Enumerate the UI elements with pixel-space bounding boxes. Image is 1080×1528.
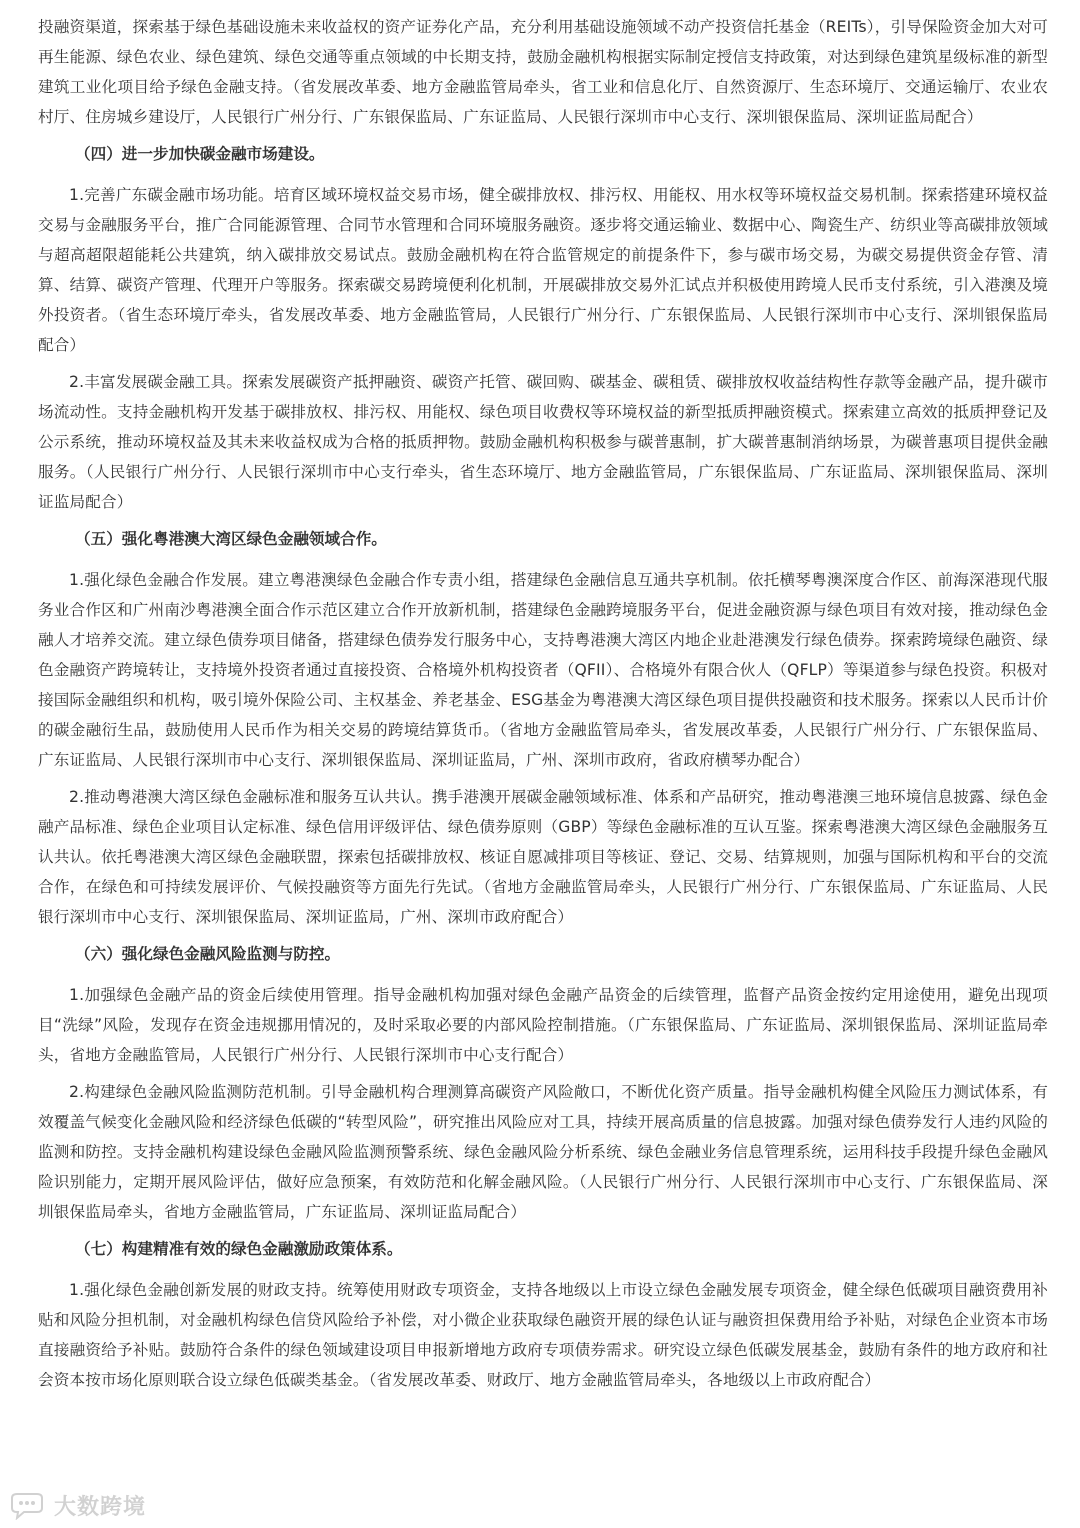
paragraph-5-2: 2.推动粤港澳大湾区绿色金融标准和服务互认共认。携手港澳开展碳金融领域标准、体系和产品研究，推动粤港澳三地环境信息披露、绿色金融产品标准、绿色企业项目认定标准、绿色信用评级评估、绿色债券原则（GBP）等绿色金融标准的互认互鉴。探索粤港澳大湾区绿色金融服务互认共认。依托粤港澳大湾区绿色金融联盟，探索包括碳排放权、核证自愿减排项目等核证、登记、交易、结算规则，加强与国际机构和平台的交流合作，在绿色和可持续发展评价、气候投融资等方面先行先试。（省地方金融监管局牵头，人民银行广州分行、广东银保监局、广东证监局、人民银行深圳市中心支行、深圳银保监局、深圳证监局，广州、深圳市政府配合） xyxy=(38,788,1048,926)
section-heading-7: （七）构建精准有效的绿色金融激励政策体系。 xyxy=(75,1240,403,1258)
watermark-text: 大数跨境 xyxy=(54,1495,147,1520)
section-heading-4: （四）进一步加快碳金融市场建设。 xyxy=(75,145,325,163)
watermark xyxy=(8,1490,146,1521)
paragraph-4-1: 1.完善广东碳金融市场功能。培育区域环境权益交易市场，健全碳排放权、排污权、用能权、用水权等环境权益交易机制。探索搭建环境权益交易与金融服务平台，推广合同能源管理、合同节水管理和合同环境服务融资。逐步将交通运输业、数据中心、陶瓷生产、纺织业等高碳排放领域与超高超限超能耗公共建筑，纳入碳排放交易试点。鼓励金融机构在符合监管规定的前提条件下，参与碳市场交易，为碳交易提供资金存管、清算、结算、碳资产管理、代理开户等服务。探索碳交易跨境便利化机制，开展碳排放交易外汇试点并积极使用跨境人民币支付系统，引入港澳及境外投资者。（省生态环境厅牵头，省发展改革委、地方金融监管局，人民银行广州分行、广东银保监局、人民银行深圳市中心支行、深圳银保监局配合） xyxy=(38,186,1048,354)
paragraph-4-2: 2.丰富发展碳金融工具。探索发展碳资产抵押融资、碳资产托管、碳回购、碳基金、碳租赁、碳排放权收益结构性存款等金融产品，提升碳市场流动性。支持金融机构开发基于碳排放权、排污权、用能权、绿色项目收费权等环境权益的新型抵质押融资模式。探索建立高效的抵质押登记及公示系统，推动环境权益及其未来收益权成为合格的抵质押物。鼓励金融机构积极参与碳普惠制，扩大碳普惠制消纳场景，为碳普惠项目提供金融服务。（人民银行广州分行、人民银行深圳市中心支行牵头，省生态环境厅、地方金融监管局，广东银保监局、广东证监局、深圳银保监局、深圳证监局配合） xyxy=(38,373,1048,511)
paragraph-5-1: 1.强化绿色金融合作发展。建立粤港澳绿色金融合作专责小组，搭建绿色金融信息互通共享机制。依托横琴粤澳深度合作区、前海深港现代服务业合作区和广州南沙粤港澳全面合作示范区建立合作开放新机制，搭建绿色金融跨境服务平台，促进金融资源与绿色项目有效对接，推动绿色金融人才培养交流。建立绿色债券项目储备，搭建绿色债券发行服务中心，支持粤港澳大湾区内地企业赴港澳发行绿色债券。探索跨境绿色融资、绿色金融资产跨境转让，支持境外投资者通过直接投资、合格境外机构投资者（QFII）、合格境外有限合伙人（QFLP）等渠道参与绿色投资。积极对接国际金融组织和机构，吸引境外保险公司、主权基金、养老基金、ESG基金为粤港澳大湾区绿色项目提供投融资和技术服务。探索以人民币计价的碳金融衍生品，鼓励使用人民币作为相关交易的跨境结算货币。（省地方金融监管局牵头，省发展改革委，人民银行广州分行、广东银保监局、广东证监局、人民银行深圳市中心支行、深圳银保监局、深圳证监局，广州、深圳市政府，省政府横琴办配合） xyxy=(38,571,1048,769)
document-body xyxy=(38,12,1048,1402)
paragraph-7-1: 1.强化绿色金融创新发展的财政支持。统筹使用财政专项资金，支持各地级以上市设立绿色金融发展专项资金，健全绿色低碳项目融资费用补贴和风险分担机制，对金融机构绿色信贷风险给予补偿，对小微企业获取绿色融资开展的绿色认证与融资担保费用给予补贴，对绿色企业资本市场直接融资给予补贴。鼓励符合条件的绿色领域建设项目申报新增地方政府专项债券需求。研究设立绿色低碳发展基金，鼓励有条件的地方政府和社会资本按市场化原则联合设立绿色低碳类基金。（省发展改革委、财政厅、地方金融监管局牵头，各地级以上市政府配合） xyxy=(38,1281,1048,1389)
paragraph-intro: 投融资渠道，探索基于绿色基础设施未来收益权的资产证券化产品，充分利用基础设施领域不动产投资信托基金（REITs），引导保险资金加大对可再生能源、绿色农业、绿色建筑、绿色交通等重点领域的中长期支持，鼓励金融机构根据实际制定授信支持政策，对达到绿色建筑星级标准的新型建筑工业化项目给予绿色金融支持。（省发展改革委、地方金融监管局牵头，省工业和信息化厅、自然资源厅、生态环境厅、交通运输厅、农业农村厅、住房城乡建设厅，人民银行广州分行、广东银保监局、广东证监局、人民银行深圳市中心支行、深圳银保监局、深圳证监局配合） xyxy=(38,18,1048,126)
paragraph-6-1: 1.加强绿色金融产品的资金后续使用管理。指导金融机构加强对绿色金融产品资金的后续管理，监督产品资金按约定用途使用，避免出现项目“洗绿”风险，发现存在资金违规挪用情况的，及时采取必要的内部风险控制措施。（广东银保监局、广东证监局、深圳银保监局、深圳证监局牵头，省地方金融监管局，人民银行广州分行、人民银行深圳市中心支行配合） xyxy=(38,986,1048,1064)
paragraph-6-2: 2.构建绿色金融风险监测防范机制。引导金融机构合理测算高碳资产风险敞口，不断优化资产质量。指导金融机构健全风险压力测试体系，有效覆盖气候变化金融风险和经济绿色低碳的“转型风险”，研究推出风险应对工具，持续开展高质量的信息披露。加强对绿色债券发行人违约风险的监测和防控。支持金融机构建设绿色金融风险监测预警系统、绿色金融风险分析系统、绿色金融业务信息管理系统，运用科技手段提升绿色金融风险识别能力，定期开展风险评估，做好应急预案，有效防范和化解金融风险。（人民银行广州分行、人民银行深圳市中心支行、广东银保监局、深圳银保监局牵头，省地方金融监管局，广东证监局、深圳证监局配合） xyxy=(38,1083,1048,1221)
chat-bubble-icon xyxy=(8,1492,46,1520)
section-heading-5: （五）强化粤港澳大湾区绿色金融领域合作。 xyxy=(75,530,387,548)
section-heading-6: （六）强化绿色金融风险监测与防控。 xyxy=(75,945,341,963)
